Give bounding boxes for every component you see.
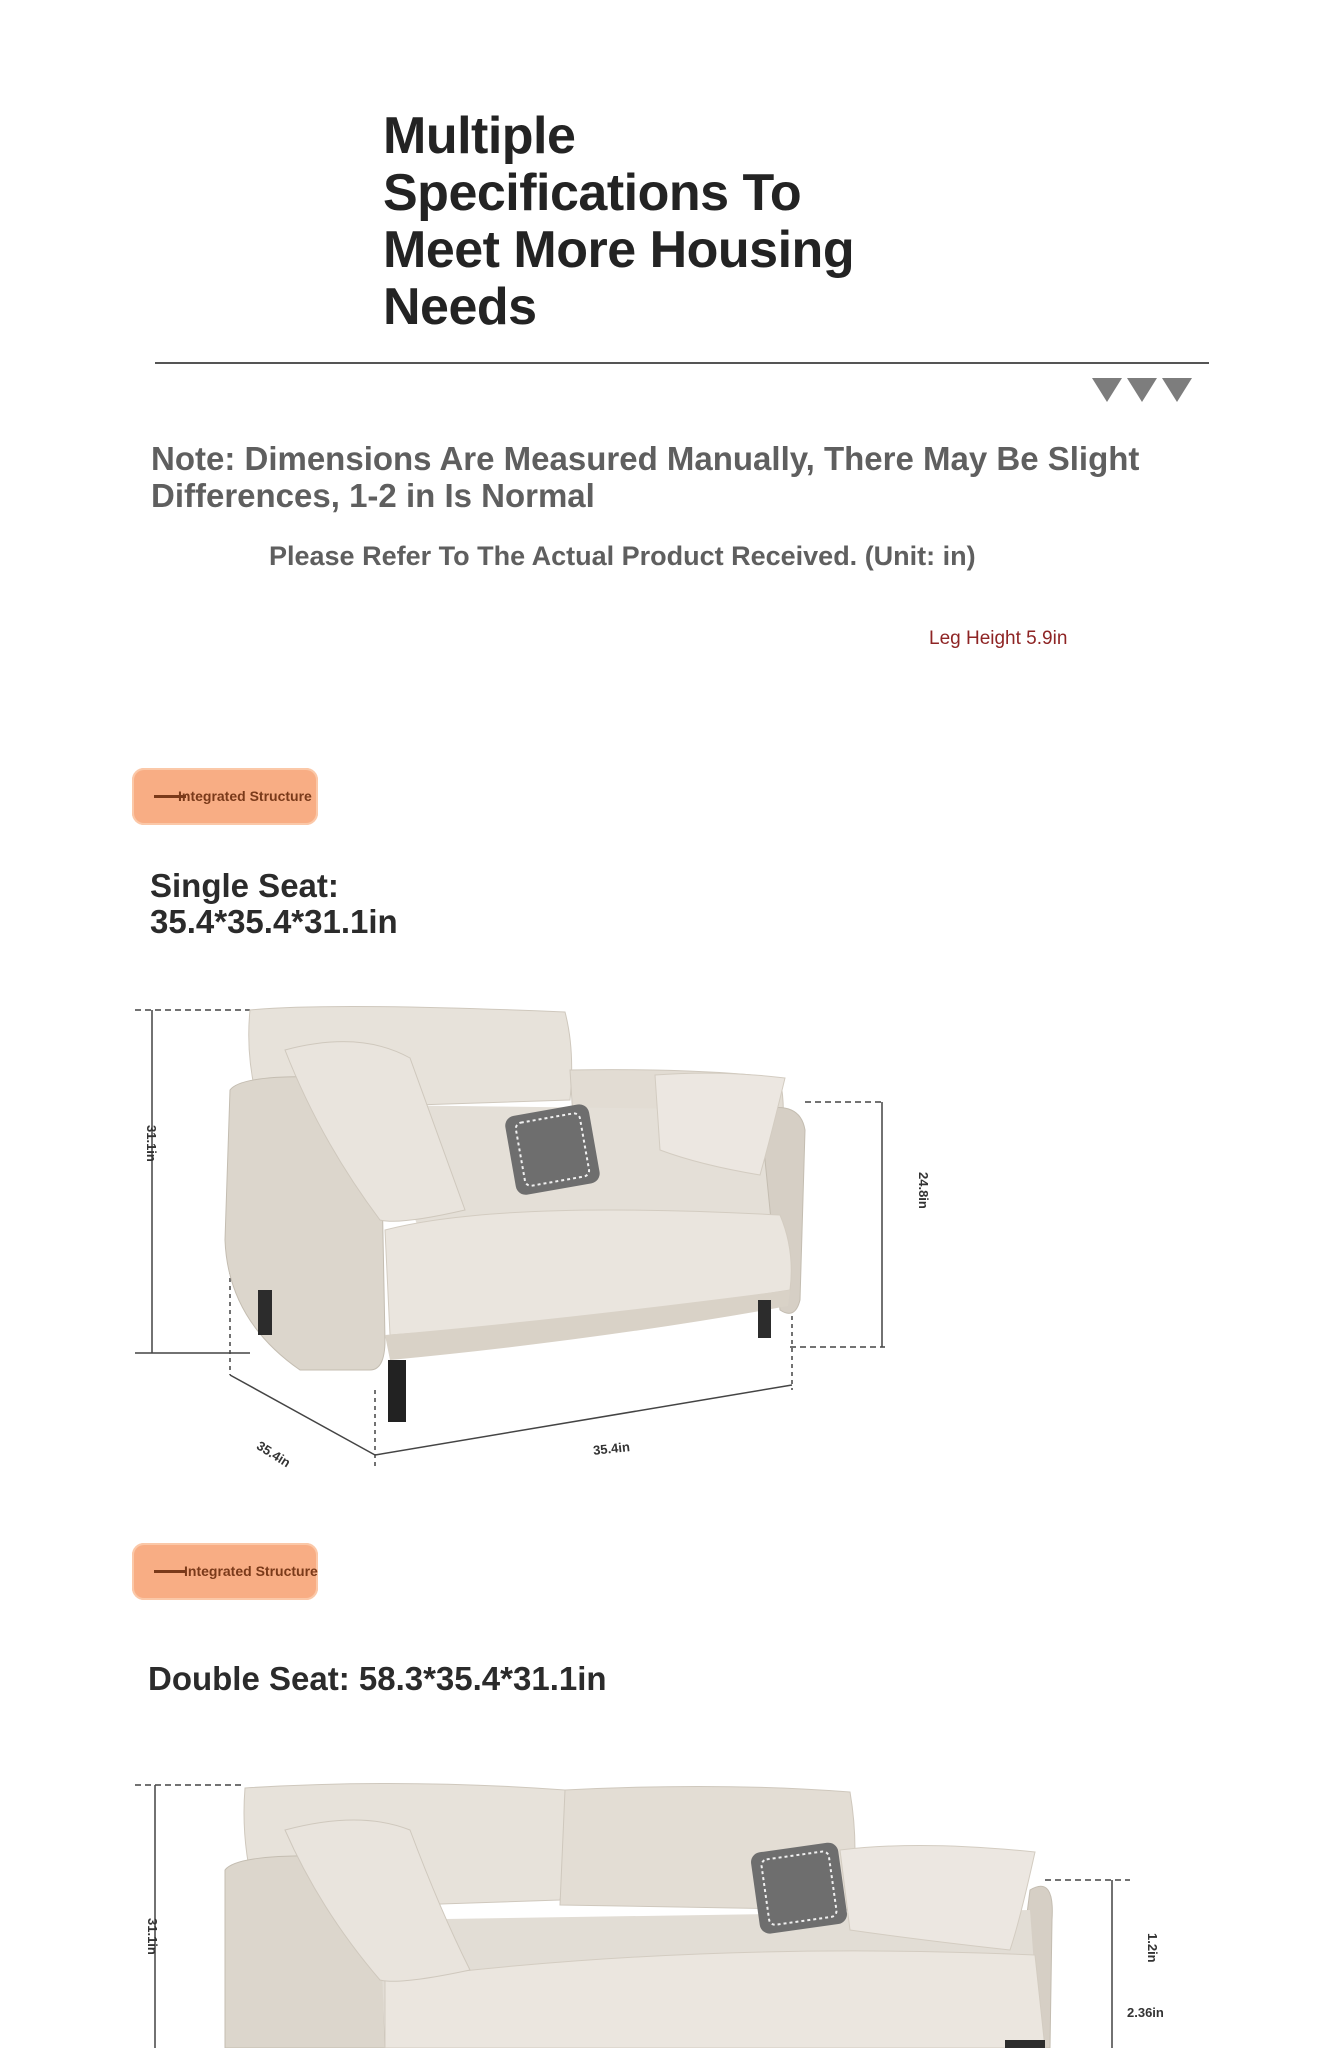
integrated-structure-badge [132, 768, 318, 825]
double-side-label-2: 2.36in [1127, 2005, 1164, 2020]
single-seat-sofa-image [0, 990, 1322, 1490]
badge-label-2: Integrated Structure [184, 1563, 318, 1579]
leg-height-label: Leg Height 5.9in [929, 628, 1068, 649]
badge-label: Integrated Structure [178, 788, 312, 804]
single-depth-label: 35.4in [254, 1438, 294, 1471]
single-height-label: 31.1in [144, 1125, 159, 1162]
single-seat-label [150, 868, 398, 940]
single-width-label: 35.4in [592, 1439, 631, 1458]
single-arm-height-label: 24.8in [916, 1172, 931, 1209]
title-line-1: Multiple [383, 107, 576, 165]
title-line-3: Meet More Housing [383, 221, 855, 279]
down-arrows-icon [1092, 378, 1192, 402]
divider [155, 362, 1209, 364]
title-line-4: Needs [383, 278, 537, 336]
single-seat-title: Single Seat: [150, 867, 339, 904]
refer-note: Please Refer To The Actual Product Received. (Unit: in) [269, 541, 976, 571]
double-side-label: 1.2in [1145, 1933, 1160, 1963]
single-seat-dims: 35.4*35.4*31.1in [150, 903, 398, 940]
double-seat-sofa-image [0, 1770, 1322, 2048]
integrated-structure-badge-2 [132, 1543, 318, 1600]
page-title [383, 108, 943, 336]
dimension-note: Note: Dimensions Are Measured Manually, There May Be Slight Differences, 1-2 in Is Normal [151, 440, 1140, 514]
double-seat-label: Double Seat: 58.3*35.4*31.1in [148, 1660, 607, 1697]
double-height-label: 31.1in [145, 1918, 160, 1955]
title-line-2: Specifications To [383, 164, 802, 222]
